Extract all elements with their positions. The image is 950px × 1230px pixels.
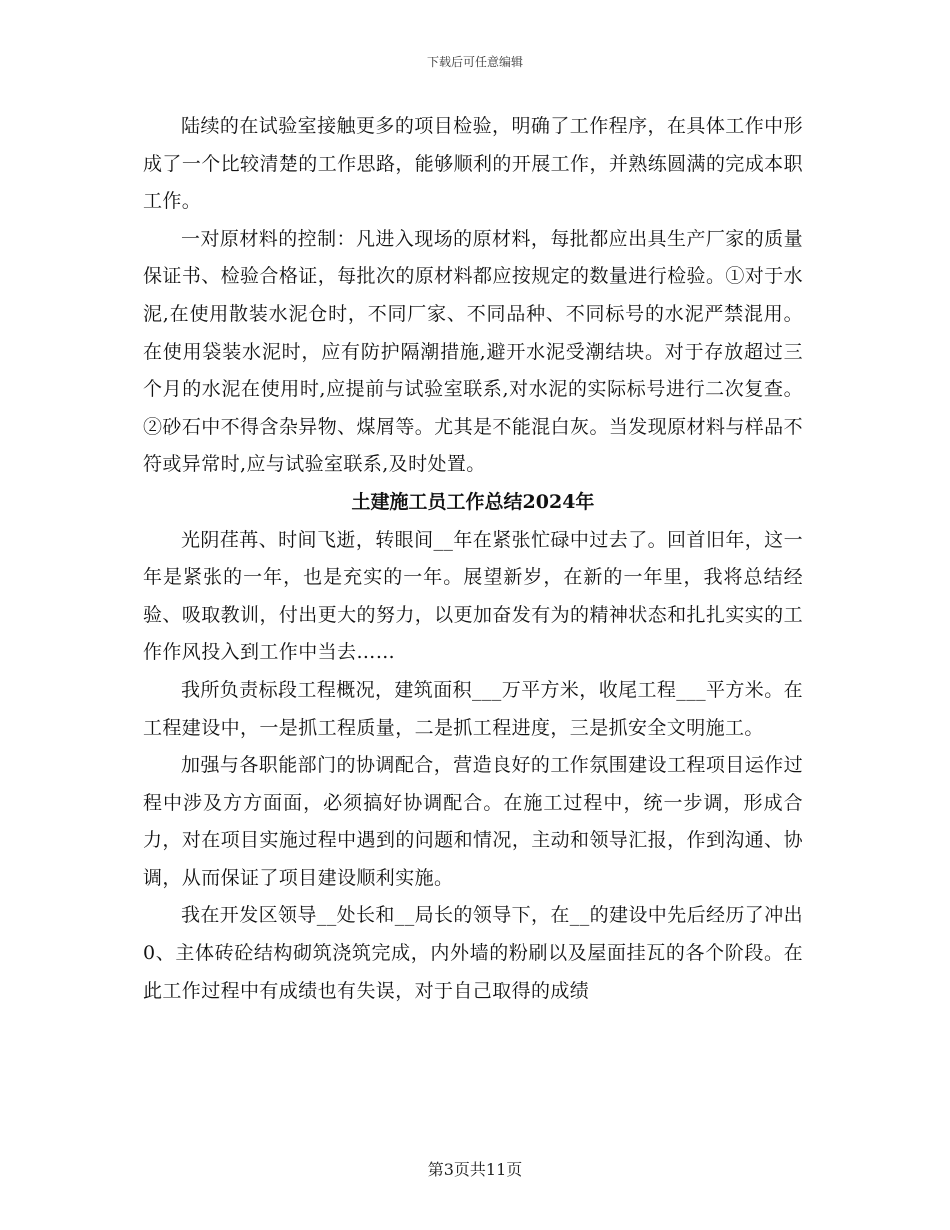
paragraph-project-overview: 我所负责标段工程概况，建筑面积___万平方米，收尾工程___平方米。在工程建设中，一是抓工程质量，二是抓工程进度，三是抓安全文明施工。 [143, 678, 804, 739]
paragraph-lab-work: 陆续的在试验室接触更多的项目检验，明确了工作程序，在具体工作中形成了一个比较清楚的工作思路，能够顺利的开展工作，并熟练圆满的完成本职工作。 [143, 115, 803, 213]
page-header: 下载后可任意编辑 [426, 55, 523, 69]
paragraph-raw-materials: 一对原材料的控制：凡进入现场的原材料，每批都应出具生产厂家的质量保证书、检验合格证，每批次的原材料都应按规定的数量进行检验。①对于水泥,在使用散装水泥仓时，不同厂家、不同品种、不同标号的水泥严禁混用。在使用袋装水泥时，应有防护隔潮措施,避开水泥受潮结块。对于存放超过三个月的水泥在使用时,应提前与试验室联系,对水泥的实际标号进行二次复查。②砂石中不得含杂异物、煤屑等。尤其是不能混白灰。当发现原材料与样品不符或异常时,应与试验室联系,及时处置。 [143, 227, 803, 476]
paragraph-coordination: 加强与各职能部门的协调配合，营造良好的工作氛围建设工程项目运作过程中涉及方方面面，必须搞好协调配合。在施工过程中，统一步调，形成合力，对在项目实施过程中遇到的问题和情况，主动和领导汇报，作到沟通、协调，从而保证了项目建设顺利实施。 [143, 754, 803, 889]
paragraph-construction-stages: 我在开发区领导__处长和__局长的领导下，在__的建设中先后经历了冲出0、主体砖砼结构砌筑浇筑完成，内外墙的粉刷以及屋面挂瓦的各个阶段。在此工作过程中有成绩也有失误，对于自己取得的成绩 [143, 904, 804, 1002]
document-body [143, 108, 803, 1010]
section-title: 土建施工员工作总结2024年 [351, 490, 595, 513]
page-number: 第3页共11页 [427, 1160, 523, 1179]
paragraph-year-review: 光阴荏苒、时间飞逝，转眼间__年在紧张忙碌中过去了。回首旧年，这一年是紧张的一年，也是充实的一年。展望新岁，在新的一年里，我将总结经验、吸取教训，付出更大的努力，以更加奋发有为的精神状态和扎扎实实的工作作风投入到工作中当去…… [143, 528, 803, 664]
